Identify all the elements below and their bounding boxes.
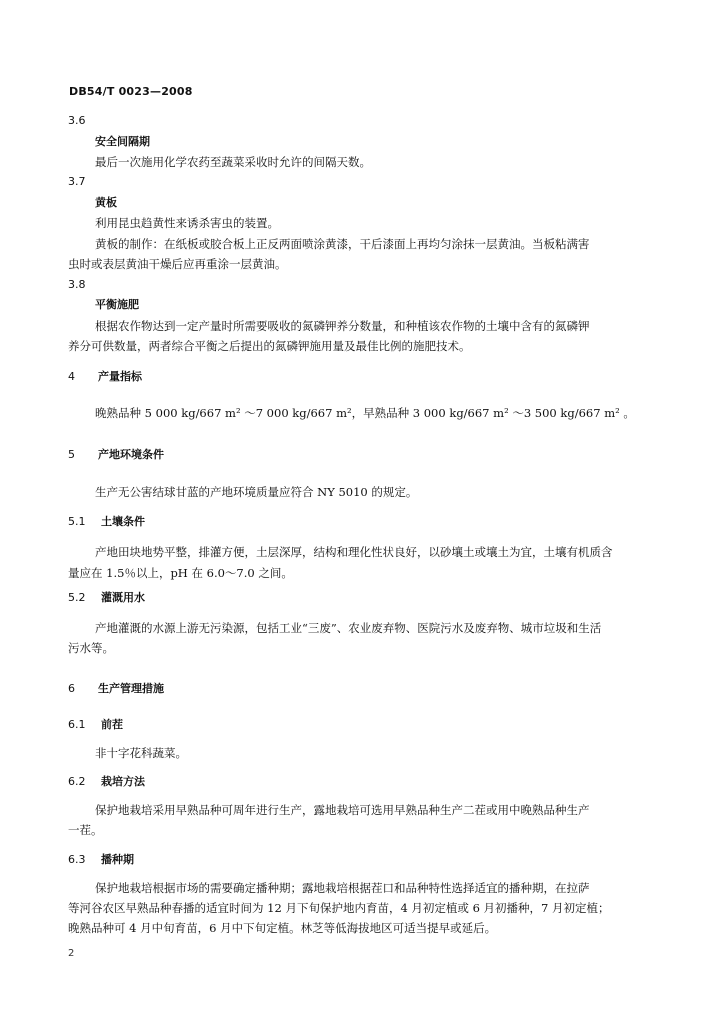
- definition-text: 黄板的制作：在纸板或胶合板上正反两面喷涂黄漆，干后漆面上再均匀涂抹一层黄油。当板粘满害: [95, 237, 590, 251]
- section-number: 4: [68, 370, 75, 383]
- standard-number-header: DB54/T 0023—2008: [69, 85, 193, 98]
- paragraph: 保护地栽培根据市场的需要确定播种期；露地栽培根据茬口和品种特性选择适宜的播种期，在拉萨: [95, 881, 590, 895]
- definition-text: 根据农作物达到一定产量时所需要吸收的氮磷钾养分数量，和种植该农作物的土壤中含有的氮磷钾: [95, 319, 590, 333]
- section-number: 5: [68, 448, 75, 461]
- paragraph: 量应在 1.5％以上，pH 在 6.0～7.0 之间。: [68, 566, 293, 580]
- section-number: 6.3: [68, 853, 86, 866]
- section-heading-6: [68, 682, 164, 696]
- paragraph: 污水等。: [68, 641, 114, 655]
- section-title: 土壤条件: [101, 515, 145, 528]
- section-title: 产量指标: [98, 370, 142, 383]
- section-title: 灌溉用水: [101, 591, 145, 604]
- clause-number: 3.8: [68, 278, 86, 291]
- clause-number: 3.7: [68, 175, 86, 188]
- section-heading-6-3: [68, 853, 134, 867]
- paragraph: 产地田块地势平整，排灌方便，土层深厚，结构和理化性状良好，以砂壤土或壤土为宜，土壤有机质含: [95, 545, 613, 559]
- paragraph: 非十字花科蔬菜。: [95, 746, 187, 760]
- section-title: 前茬: [101, 718, 123, 731]
- term-heading: 安全间隔期: [95, 135, 150, 148]
- paragraph: 晚熟品种可 4 月中旬育苗，6 月中下旬定植。林芝等低海拔地区可适当提早或延后。: [68, 921, 497, 935]
- section-number: 5.2: [68, 591, 86, 604]
- section-number: 6.1: [68, 718, 86, 731]
- section-title: 栽培方法: [101, 775, 145, 788]
- section-heading-5-2: [68, 591, 145, 605]
- term-heading: 平衡施肥: [95, 298, 139, 311]
- section-heading-5: [68, 448, 164, 462]
- section-title: 播种期: [101, 853, 134, 866]
- section-number: 6: [68, 682, 75, 695]
- definition-text: 养分可供数量，两者综合平衡之后提出的氮磷钾施用量及最佳比例的施肥技术。: [68, 339, 471, 353]
- paragraph: 产地灌溉的水源上游无污染源，包括工业“三废”、农业废弃物、医院污水及废弃物、城市垃圾和生活: [95, 621, 602, 635]
- section-heading-6-2: [68, 775, 145, 789]
- section-heading-6-1: [68, 718, 123, 732]
- section-heading-5-1: [68, 515, 145, 529]
- term-heading: 黄板: [95, 196, 117, 209]
- section-number: 5.1: [68, 515, 86, 528]
- paragraph: 一茬。: [68, 823, 103, 837]
- paragraph: 等河谷农区早熟品种春播的适宜时间为 12 月下旬保护地内育苗，4 月初定植或 6 月初播种，7 月初定植；: [68, 901, 610, 915]
- paragraph: 保护地栽培采用早熟品种可周年进行生产，露地栽培可选用早熟品种生产二茬或用中晚熟品种生产: [95, 803, 590, 817]
- paragraph: 生产无公害结球甘蓝的产地环境质量应符合 NY 5010 的规定。: [95, 485, 418, 499]
- section-number: 6.2: [68, 775, 86, 788]
- section-heading-4: [68, 370, 142, 384]
- definition-text: 虫时或表层黄油干燥后应再重涂一层黄油。: [68, 257, 287, 271]
- section-title: 产地环境条件: [98, 448, 164, 461]
- section-title: 生产管理措施: [98, 682, 164, 695]
- definition-text: 利用昆虫趋黄性来诱杀害虫的装置。: [95, 216, 279, 230]
- page-number: 2: [68, 948, 75, 959]
- clause-number: 3.6: [68, 114, 86, 127]
- definition-text: 最后一次施用化学农药至蔬菜采收时允许的间隔天数。: [95, 155, 371, 169]
- paragraph: 晚熟品种 5 000 kg/667 m² ～7 000 kg/667 m²，早熟品种 3 000 kg/667 m² ～3 500 kg/667 m² 。: [95, 406, 635, 420]
